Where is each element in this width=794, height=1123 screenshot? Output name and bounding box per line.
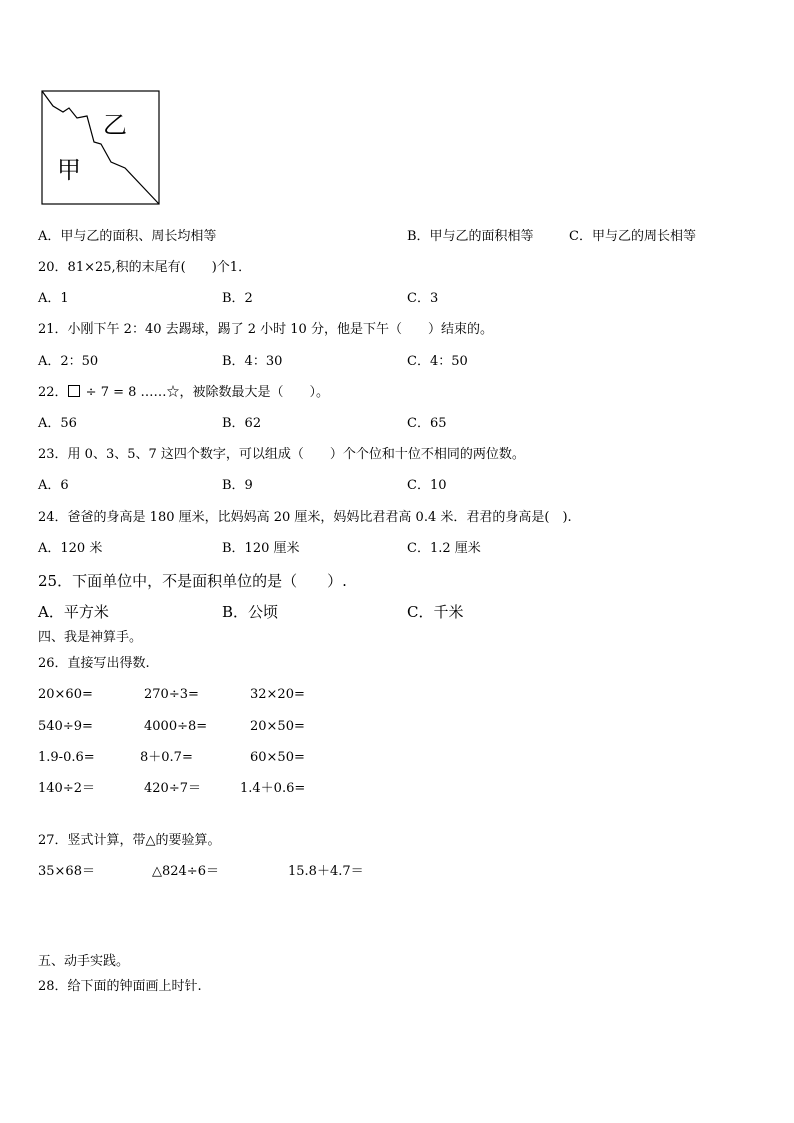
q25-option-c[interactable]: C．千米 bbox=[407, 603, 464, 621]
q27-item: 35×68＝ bbox=[38, 864, 95, 879]
q22-text: ÷ 7 = 8 ……☆，被除数最大是（ ）。 bbox=[81, 385, 330, 400]
blank-square-icon bbox=[68, 385, 80, 397]
q20-option-c[interactable]: C．3 bbox=[407, 291, 439, 306]
q25-option-a[interactable]: A．平方米 bbox=[38, 603, 109, 621]
q20-option-b[interactable]: B．2 bbox=[222, 291, 253, 306]
label-yi: 乙 bbox=[103, 111, 127, 139]
q27-item: 15.8＋4.7＝ bbox=[288, 864, 364, 879]
q20-stem: 20．81×25,积的末尾有( )个1． bbox=[38, 260, 252, 275]
q19-option-b[interactable]: B．甲与乙的面积相等 bbox=[407, 229, 534, 244]
q26-cell: 140÷2＝ bbox=[38, 781, 95, 796]
q26-cell: 1.4＋0.6= bbox=[240, 781, 306, 796]
q25-option-b[interactable]: B．公顷 bbox=[222, 603, 279, 621]
q21-option-b[interactable]: B．4：30 bbox=[222, 354, 283, 369]
q22-stem bbox=[38, 385, 329, 401]
q19-option-a[interactable]: A．甲与乙的面积、周长均相等 bbox=[38, 229, 217, 244]
q20-option-a[interactable]: A．1 bbox=[38, 291, 69, 306]
q23-option-c[interactable]: C．10 bbox=[407, 478, 447, 493]
q24-stem: 24．爸爸的身高是 180 厘米，比妈妈高 20 厘米，妈妈比君君高 0.4 米．君君的身高是( ). bbox=[38, 510, 572, 525]
q26-cell: 20×60= bbox=[38, 687, 93, 702]
q24-option-c[interactable]: C．1.2 厘米 bbox=[407, 541, 481, 556]
zigzag-divider bbox=[42, 91, 159, 204]
q28-stem: 28．给下面的钟面画上时针. bbox=[38, 979, 202, 994]
q26-cell: 20×50= bbox=[250, 719, 305, 734]
q21-stem: 21．小刚下午 2：40 去踢球，踢了 2 小时 10 分，他是下午（ ）结束的。 bbox=[38, 322, 493, 337]
section4-title: 四、我是神算手。 bbox=[38, 630, 143, 645]
q22-option-a[interactable]: A．56 bbox=[38, 416, 77, 431]
q26-stem: 26．直接写出得数. bbox=[38, 656, 150, 671]
q19-option-c[interactable]: C．甲与乙的周长相等 bbox=[569, 229, 696, 244]
q26-cell: 8＋0.7= bbox=[140, 750, 193, 765]
q22-number: 22． bbox=[38, 385, 68, 400]
q21-option-a[interactable]: A．2：50 bbox=[38, 354, 99, 369]
q26-cell: 540÷9= bbox=[38, 719, 93, 734]
q21-option-c[interactable]: C．4：50 bbox=[407, 354, 468, 369]
q23-stem: 23．用 0、3、5、7 这四个数字，可以组成（ ）个个位和十位不相同的两位数。 bbox=[38, 447, 525, 462]
q27-item: △824÷6＝ bbox=[152, 864, 219, 879]
q26-cell: 420÷7＝ bbox=[144, 781, 201, 796]
q26-cell: 4000÷8= bbox=[144, 719, 208, 734]
q22-option-b[interactable]: B．62 bbox=[222, 416, 262, 431]
q27-stem: 27．竖式计算，带△的要验算。 bbox=[38, 833, 221, 848]
q23-option-a[interactable]: A．6 bbox=[38, 478, 69, 493]
section5-title: 五、动手实践。 bbox=[38, 954, 130, 969]
q25-stem: 25．下面单位中，不是面积单位的是（ ）. bbox=[38, 572, 347, 590]
square-outline bbox=[42, 91, 159, 204]
q24-option-b[interactable]: B．120 厘米 bbox=[222, 541, 300, 556]
q22-option-c[interactable]: C．65 bbox=[407, 416, 447, 431]
q26-cell: 32×20= bbox=[250, 687, 305, 702]
q26-cell: 60×50= bbox=[250, 750, 305, 765]
q23-option-b[interactable]: B．9 bbox=[222, 478, 253, 493]
q26-cell: 270÷3= bbox=[144, 687, 199, 702]
q26-cell: 1.9-0.6= bbox=[38, 750, 95, 765]
q24-option-a[interactable]: A．120 米 bbox=[38, 541, 103, 556]
shape-figure bbox=[41, 90, 161, 206]
label-jia: 甲 bbox=[57, 156, 81, 184]
